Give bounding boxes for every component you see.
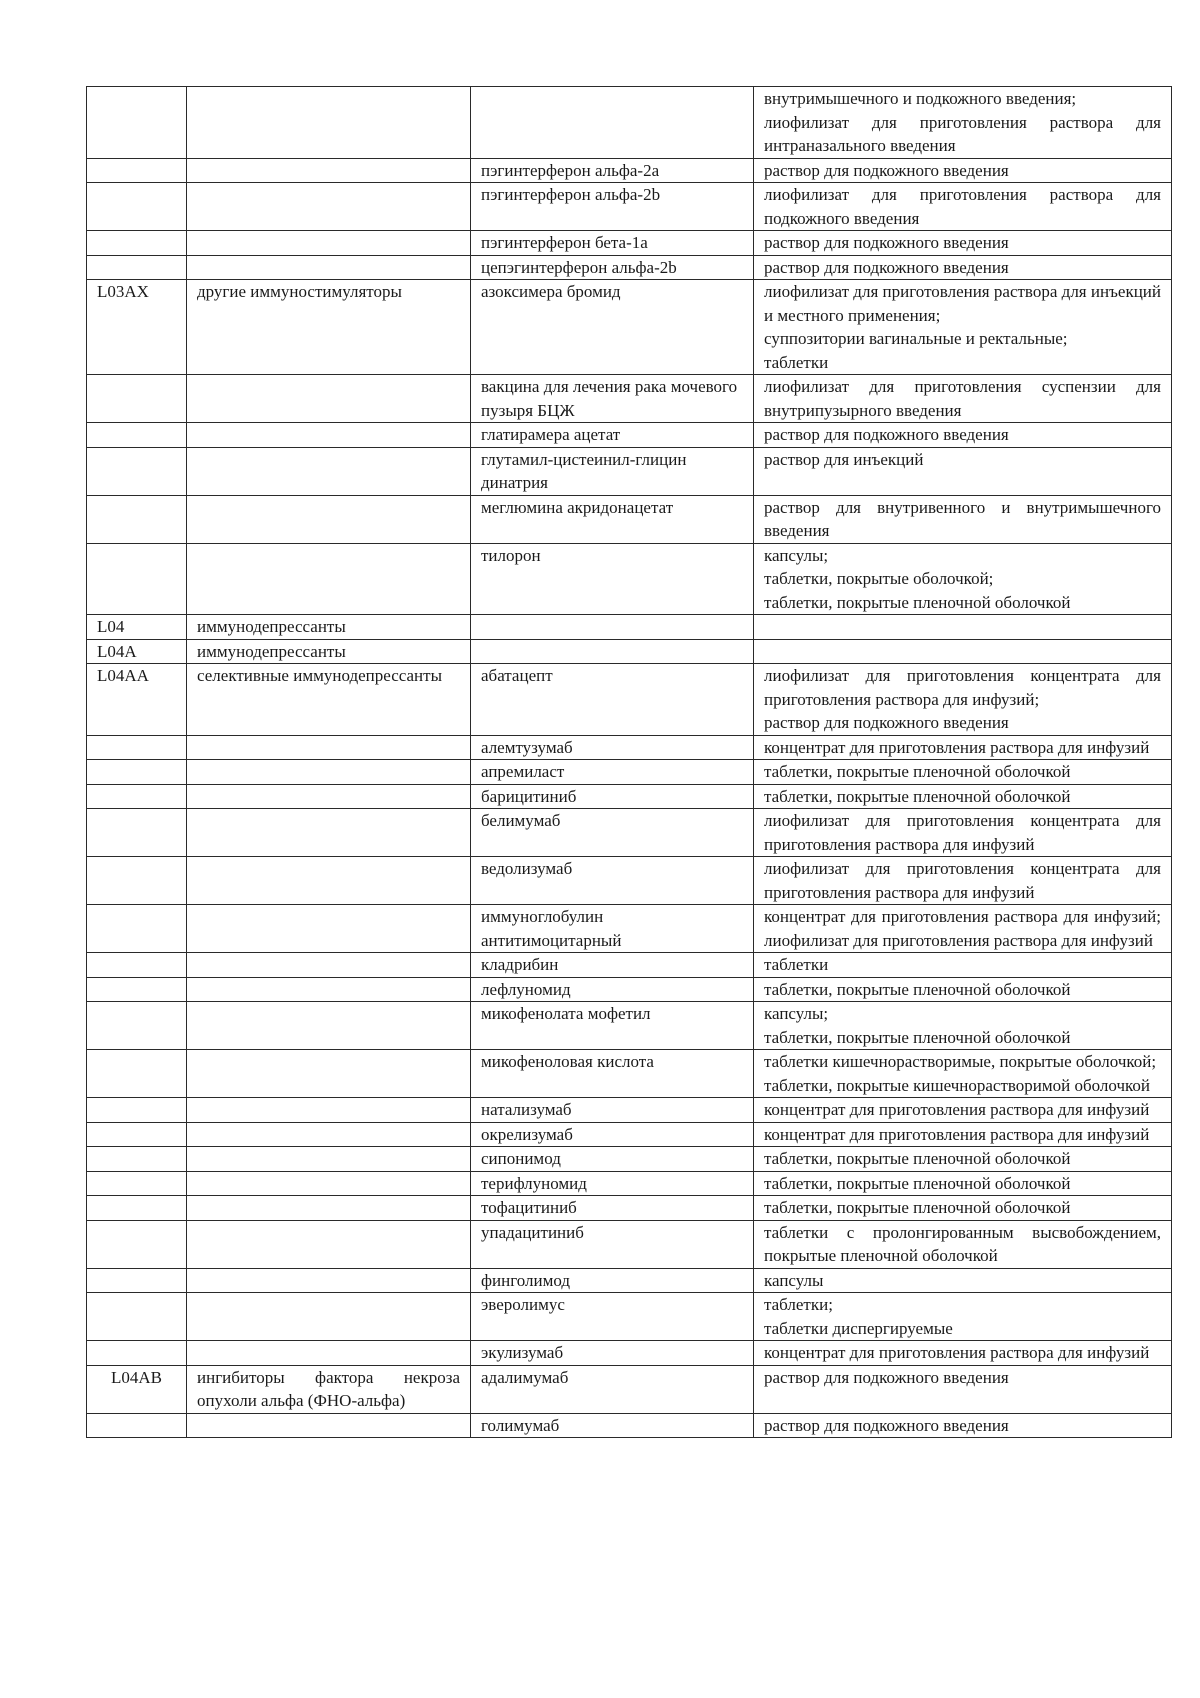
drug-name-cell: меглюмина акридонацетат (471, 495, 754, 543)
table-row (87, 1171, 1172, 1196)
dosage-form-cell (754, 615, 1172, 640)
table-row (87, 1196, 1172, 1221)
dosage-form-cell (754, 495, 1172, 543)
drug-name-cell: сипонимод (471, 1147, 754, 1172)
atc-code-cell (87, 977, 187, 1002)
dosage-form-line: таблетки, покрытые пленочной оболочкой (764, 1173, 1071, 1193)
atc-code-cell (87, 231, 187, 256)
dosage-form-cell (754, 1220, 1172, 1268)
table-row (87, 183, 1172, 231)
dosage-form-cell (754, 977, 1172, 1002)
anatomic-group-cell (187, 1002, 471, 1050)
dosage-form-line: таблетки (764, 352, 829, 372)
anatomic-group-cell (187, 1050, 471, 1098)
drug-name-cell: ведолизумаб (471, 857, 754, 905)
anatomic-group-cell (187, 1147, 471, 1172)
atc-code-cell (87, 423, 187, 448)
dosage-form-line: раствор для подкожного введения (764, 160, 1009, 180)
table-row (87, 953, 1172, 978)
dosage-form-cell (754, 809, 1172, 857)
dosage-form-line: лиофилизат для приготовления раствора для подкожного введения (764, 185, 1161, 228)
atc-code-cell: L04AA (87, 664, 187, 736)
atc-code-cell (87, 1220, 187, 1268)
drug-name-cell: цепэгинтерферон альфа-2b (471, 255, 754, 280)
dosage-form-cell (754, 1268, 1172, 1293)
table-row (87, 639, 1172, 664)
atc-code-cell (87, 447, 187, 495)
table-row (87, 1293, 1172, 1341)
drug-name-cell: пэгинтерферон бета-1a (471, 231, 754, 256)
dosage-form-line: таблетки (764, 955, 829, 974)
anatomic-group-cell (187, 977, 471, 1002)
dosage-form-line: таблетки с пролонгированным высвобождением, покрытые пленочной оболочкой (764, 1222, 1161, 1265)
anatomic-group-cell (187, 543, 471, 615)
drug-name-cell: терифлуномид (471, 1171, 754, 1196)
drug-name-cell: азоксимера бромид (471, 280, 754, 375)
dosage-form-cell (754, 953, 1172, 978)
atc-code-cell (87, 1196, 187, 1221)
dosage-form-cell (754, 375, 1172, 423)
atc-code-cell (87, 1122, 187, 1147)
anatomic-group-cell (187, 1098, 471, 1123)
table-row (87, 1122, 1172, 1147)
dosage-form-line: таблетки, покрытые пленочной оболочкой (764, 1027, 1071, 1047)
drug-name-cell: тофацитиниб (471, 1196, 754, 1221)
atc-code-cell (87, 1002, 187, 1050)
atc-code-cell (87, 375, 187, 423)
drug-name-cell: экулизумаб (471, 1341, 754, 1366)
dosage-form-cell (754, 1002, 1172, 1050)
drug-table-body (87, 87, 1172, 1438)
atc-code-cell (87, 87, 187, 159)
atc-code-cell: L04 (87, 615, 187, 640)
dosage-form-line: капсулы; (764, 1004, 829, 1023)
table-row (87, 809, 1172, 857)
atc-code-cell: L04AB (87, 1365, 187, 1413)
table-row (87, 1002, 1172, 1050)
atc-code-cell (87, 953, 187, 978)
atc-code-cell (87, 255, 187, 280)
dosage-form-cell (754, 447, 1172, 495)
dosage-form-cell (754, 183, 1172, 231)
anatomic-group-cell (187, 809, 471, 857)
drug-name-cell (471, 87, 754, 159)
table-row (87, 495, 1172, 543)
dosage-form-cell (754, 760, 1172, 785)
anatomic-group-cell (187, 1171, 471, 1196)
anatomic-group-cell (187, 1293, 471, 1341)
drug-name-cell: окрелизумаб (471, 1122, 754, 1147)
table-row (87, 1098, 1172, 1123)
anatomic-group-cell: другие иммуностимуляторы (187, 280, 471, 375)
dosage-form-line: таблетки, покрытые оболочкой; (764, 569, 994, 588)
dosage-form-line: таблетки, покрытые пленочной оболочкой (764, 979, 1071, 999)
anatomic-group-cell (187, 1196, 471, 1221)
dosage-form-line: раствор для внутривенного и внутримышечного введения (764, 497, 1161, 540)
anatomic-group-cell (187, 905, 471, 953)
anatomic-group-cell (187, 87, 471, 159)
dosage-form-cell (754, 905, 1172, 953)
drug-name-cell (471, 639, 754, 664)
drug-name-cell: адалимумаб (471, 1365, 754, 1413)
dosage-form-line: раствор для подкожного введения (764, 1367, 1009, 1387)
dosage-form-cell (754, 639, 1172, 664)
atc-code-cell (87, 760, 187, 785)
anatomic-group-cell (187, 760, 471, 785)
atc-code-cell: L04A (87, 639, 187, 664)
anatomic-group-cell (187, 375, 471, 423)
anatomic-group-cell (187, 1341, 471, 1366)
table-row (87, 1413, 1172, 1438)
drug-name-cell: вакцина для лечения рака мочевого пузыря БЦЖ (471, 375, 754, 423)
anatomic-group-cell (187, 1413, 471, 1438)
drug-name-cell: абатацепт (471, 664, 754, 736)
anatomic-group-cell (187, 423, 471, 448)
table-row (87, 255, 1172, 280)
dosage-form-cell (754, 664, 1172, 736)
table-row (87, 231, 1172, 256)
dosage-form-line: таблетки кишечнорастворимые, покрытые оболочкой; (764, 1052, 1157, 1071)
dosage-form-line: таблетки, покрытые пленочной оболочкой (764, 786, 1071, 806)
dosage-form-cell (754, 231, 1172, 256)
dosage-form-line: таблетки, покрытые пленочной оболочкой (764, 1149, 1071, 1168)
dosage-form-line: концентрат для приготовления раствора для инфузий (764, 737, 1150, 757)
drug-name-cell (471, 615, 754, 640)
anatomic-group-cell: селективные иммунодепрессанты (187, 664, 471, 736)
dosage-form-cell (754, 1098, 1172, 1123)
drug-name-cell: финголимод (471, 1268, 754, 1293)
table-row (87, 664, 1172, 736)
dosage-form-line: концентрат для приготовления раствора для инфузий (764, 1100, 1150, 1119)
dosage-form-line: таблетки, покрытые пленочной оболочкой (764, 762, 1071, 781)
table-row (87, 375, 1172, 423)
anatomic-group-cell (187, 857, 471, 905)
atc-code-cell (87, 495, 187, 543)
table-row (87, 977, 1172, 1002)
table-row (87, 1220, 1172, 1268)
dosage-form-cell (754, 1147, 1172, 1172)
atc-code-cell: L03AX (87, 280, 187, 375)
table-row (87, 1147, 1172, 1172)
atc-code-cell (87, 905, 187, 953)
drug-name-cell: кладрибин (471, 953, 754, 978)
dosage-form-line: капсулы; (764, 545, 829, 565)
drug-table (86, 86, 1172, 1438)
drug-name-cell: эверолимус (471, 1293, 754, 1341)
anatomic-group-cell (187, 784, 471, 809)
anatomic-group-cell (187, 231, 471, 256)
dosage-form-cell (754, 158, 1172, 183)
atc-code-cell (87, 1147, 187, 1172)
drug-name-cell: алемтузумаб (471, 735, 754, 760)
dosage-form-cell (754, 1293, 1172, 1341)
table-row (87, 905, 1172, 953)
dosage-form-line: концентрат для приготовления раствора для инфузий; лиофилизат для приготовления раствора для инфузий (764, 907, 1161, 950)
dosage-form-cell (754, 423, 1172, 448)
drug-name-cell: голимумаб (471, 1413, 754, 1438)
drug-name-cell: иммуноглобулин антитимоцитарный (471, 905, 754, 953)
drug-name-cell: апремиласт (471, 760, 754, 785)
table-row (87, 447, 1172, 495)
atc-code-cell (87, 158, 187, 183)
drug-name-cell: натализумаб (471, 1098, 754, 1123)
dosage-form-cell (754, 1413, 1172, 1438)
atc-code-cell (87, 1341, 187, 1366)
anatomic-group-cell (187, 1220, 471, 1268)
atc-code-cell (87, 809, 187, 857)
drug-name-cell: лефлуномид (471, 977, 754, 1002)
dosage-form-line: внутримышечного и подкожного введения; (764, 89, 1077, 108)
atc-code-cell (87, 543, 187, 615)
document-page (86, 86, 1171, 1438)
table-row (87, 1268, 1172, 1293)
dosage-form-line: раствор для подкожного введения (764, 713, 1009, 732)
drug-name-cell: микофенолата мофетил (471, 1002, 754, 1050)
dosage-form-line: таблетки; (764, 1295, 833, 1314)
table-row (87, 87, 1172, 159)
dosage-form-line: таблетки, покрытые кишечнорастворимой оболочкой (764, 1075, 1151, 1095)
dosage-form-line: лиофилизат для приготовления концентрата для приготовления раствора для инфузий (764, 811, 1161, 854)
dosage-form-cell (754, 1122, 1172, 1147)
dosage-form-cell (754, 255, 1172, 280)
anatomic-group-cell (187, 1268, 471, 1293)
anatomic-group-cell: ингибиторы фактора некроза опухоли альфа (ФНО-альфа) (187, 1365, 471, 1413)
table-row (87, 615, 1172, 640)
atc-code-cell (87, 1268, 187, 1293)
dosage-form-line: лиофилизат для приготовления концентрата для приготовления раствора для инфузий; (764, 666, 1161, 709)
dosage-form-cell (754, 543, 1172, 615)
table-row (87, 1050, 1172, 1098)
table-row (87, 1341, 1172, 1366)
anatomic-group-cell (187, 953, 471, 978)
atc-code-cell (87, 1293, 187, 1341)
drug-name-cell: тилорон (471, 543, 754, 615)
drug-name-cell: глутамил-цистеинил-глицин динатрия (471, 447, 754, 495)
drug-name-cell: глатирамера ацетат (471, 423, 754, 448)
dosage-form-cell (754, 735, 1172, 760)
atc-code-cell (87, 735, 187, 760)
table-row (87, 543, 1172, 615)
dosage-form-cell (754, 87, 1172, 159)
drug-name-cell: барицитиниб (471, 784, 754, 809)
dosage-form-line: таблетки, покрытые пленочной оболочкой (764, 592, 1071, 612)
dosage-form-line: лиофилизат для приготовления суспензии для внутрипузырного введения (764, 377, 1161, 420)
table-row (87, 158, 1172, 183)
anatomic-group-cell (187, 158, 471, 183)
dosage-form-line: капсулы (764, 1270, 824, 1290)
atc-code-cell (87, 1050, 187, 1098)
dosage-form-line: раствор для подкожного введения (764, 1415, 1009, 1435)
atc-code-cell (87, 857, 187, 905)
drug-name-cell: пэгинтерферон альфа-2a (471, 158, 754, 183)
anatomic-group-cell (187, 495, 471, 543)
dosage-form-cell (754, 1341, 1172, 1366)
dosage-form-line: раствор для подкожного введения (764, 257, 1009, 277)
drug-name-cell: белимумаб (471, 809, 754, 857)
dosage-form-cell (754, 280, 1172, 375)
atc-code-cell (87, 183, 187, 231)
anatomic-group-cell (187, 735, 471, 760)
anatomic-group-cell (187, 447, 471, 495)
dosage-form-cell (754, 1171, 1172, 1196)
atc-code-cell (87, 1413, 187, 1438)
atc-code-cell (87, 1098, 187, 1123)
dosage-form-cell (754, 1050, 1172, 1098)
table-row (87, 760, 1172, 785)
dosage-form-line: таблетки, покрытые пленочной оболочкой (764, 1198, 1071, 1217)
dosage-form-cell (754, 1196, 1172, 1221)
dosage-form-line: раствор для инъекций (764, 449, 924, 469)
dosage-form-line: концентрат для приготовления раствора для инфузий (764, 1124, 1150, 1144)
dosage-form-line: суппозитории вагинальные и ректальные; (764, 329, 1068, 348)
drug-name-cell: упадацитиниб (471, 1220, 754, 1268)
dosage-form-line: раствор для подкожного введения (764, 233, 1009, 252)
dosage-form-cell (754, 857, 1172, 905)
dosage-form-line: лиофилизат для приготовления раствора для интраназального введения (764, 112, 1161, 155)
anatomic-group-cell (187, 183, 471, 231)
dosage-form-line: лиофилизат для приготовления концентрата для приготовления раствора для инфузий (764, 859, 1161, 902)
anatomic-group-cell: иммунодепрессанты (187, 615, 471, 640)
table-row (87, 423, 1172, 448)
anatomic-group-cell (187, 1122, 471, 1147)
table-row (87, 784, 1172, 809)
atc-code-cell (87, 784, 187, 809)
table-row (87, 735, 1172, 760)
dosage-form-line: раствор для подкожного введения (764, 425, 1009, 444)
dosage-form-cell (754, 784, 1172, 809)
table-row (87, 857, 1172, 905)
anatomic-group-cell: иммунодепрессанты (187, 639, 471, 664)
atc-code-cell (87, 1171, 187, 1196)
dosage-form-line: концентрат для приготовления раствора для инфузий (764, 1343, 1150, 1362)
anatomic-group-cell (187, 255, 471, 280)
dosage-form-cell (754, 1365, 1172, 1413)
dosage-form-line: лиофилизат для приготовления раствора для инъекций и местного применения; (764, 282, 1161, 325)
dosage-form-line: таблетки диспергируемые (764, 1318, 953, 1338)
table-row (87, 280, 1172, 375)
drug-name-cell: пэгинтерферон альфа-2b (471, 183, 754, 231)
drug-name-cell: микофеноловая кислота (471, 1050, 754, 1098)
table-row (87, 1365, 1172, 1413)
